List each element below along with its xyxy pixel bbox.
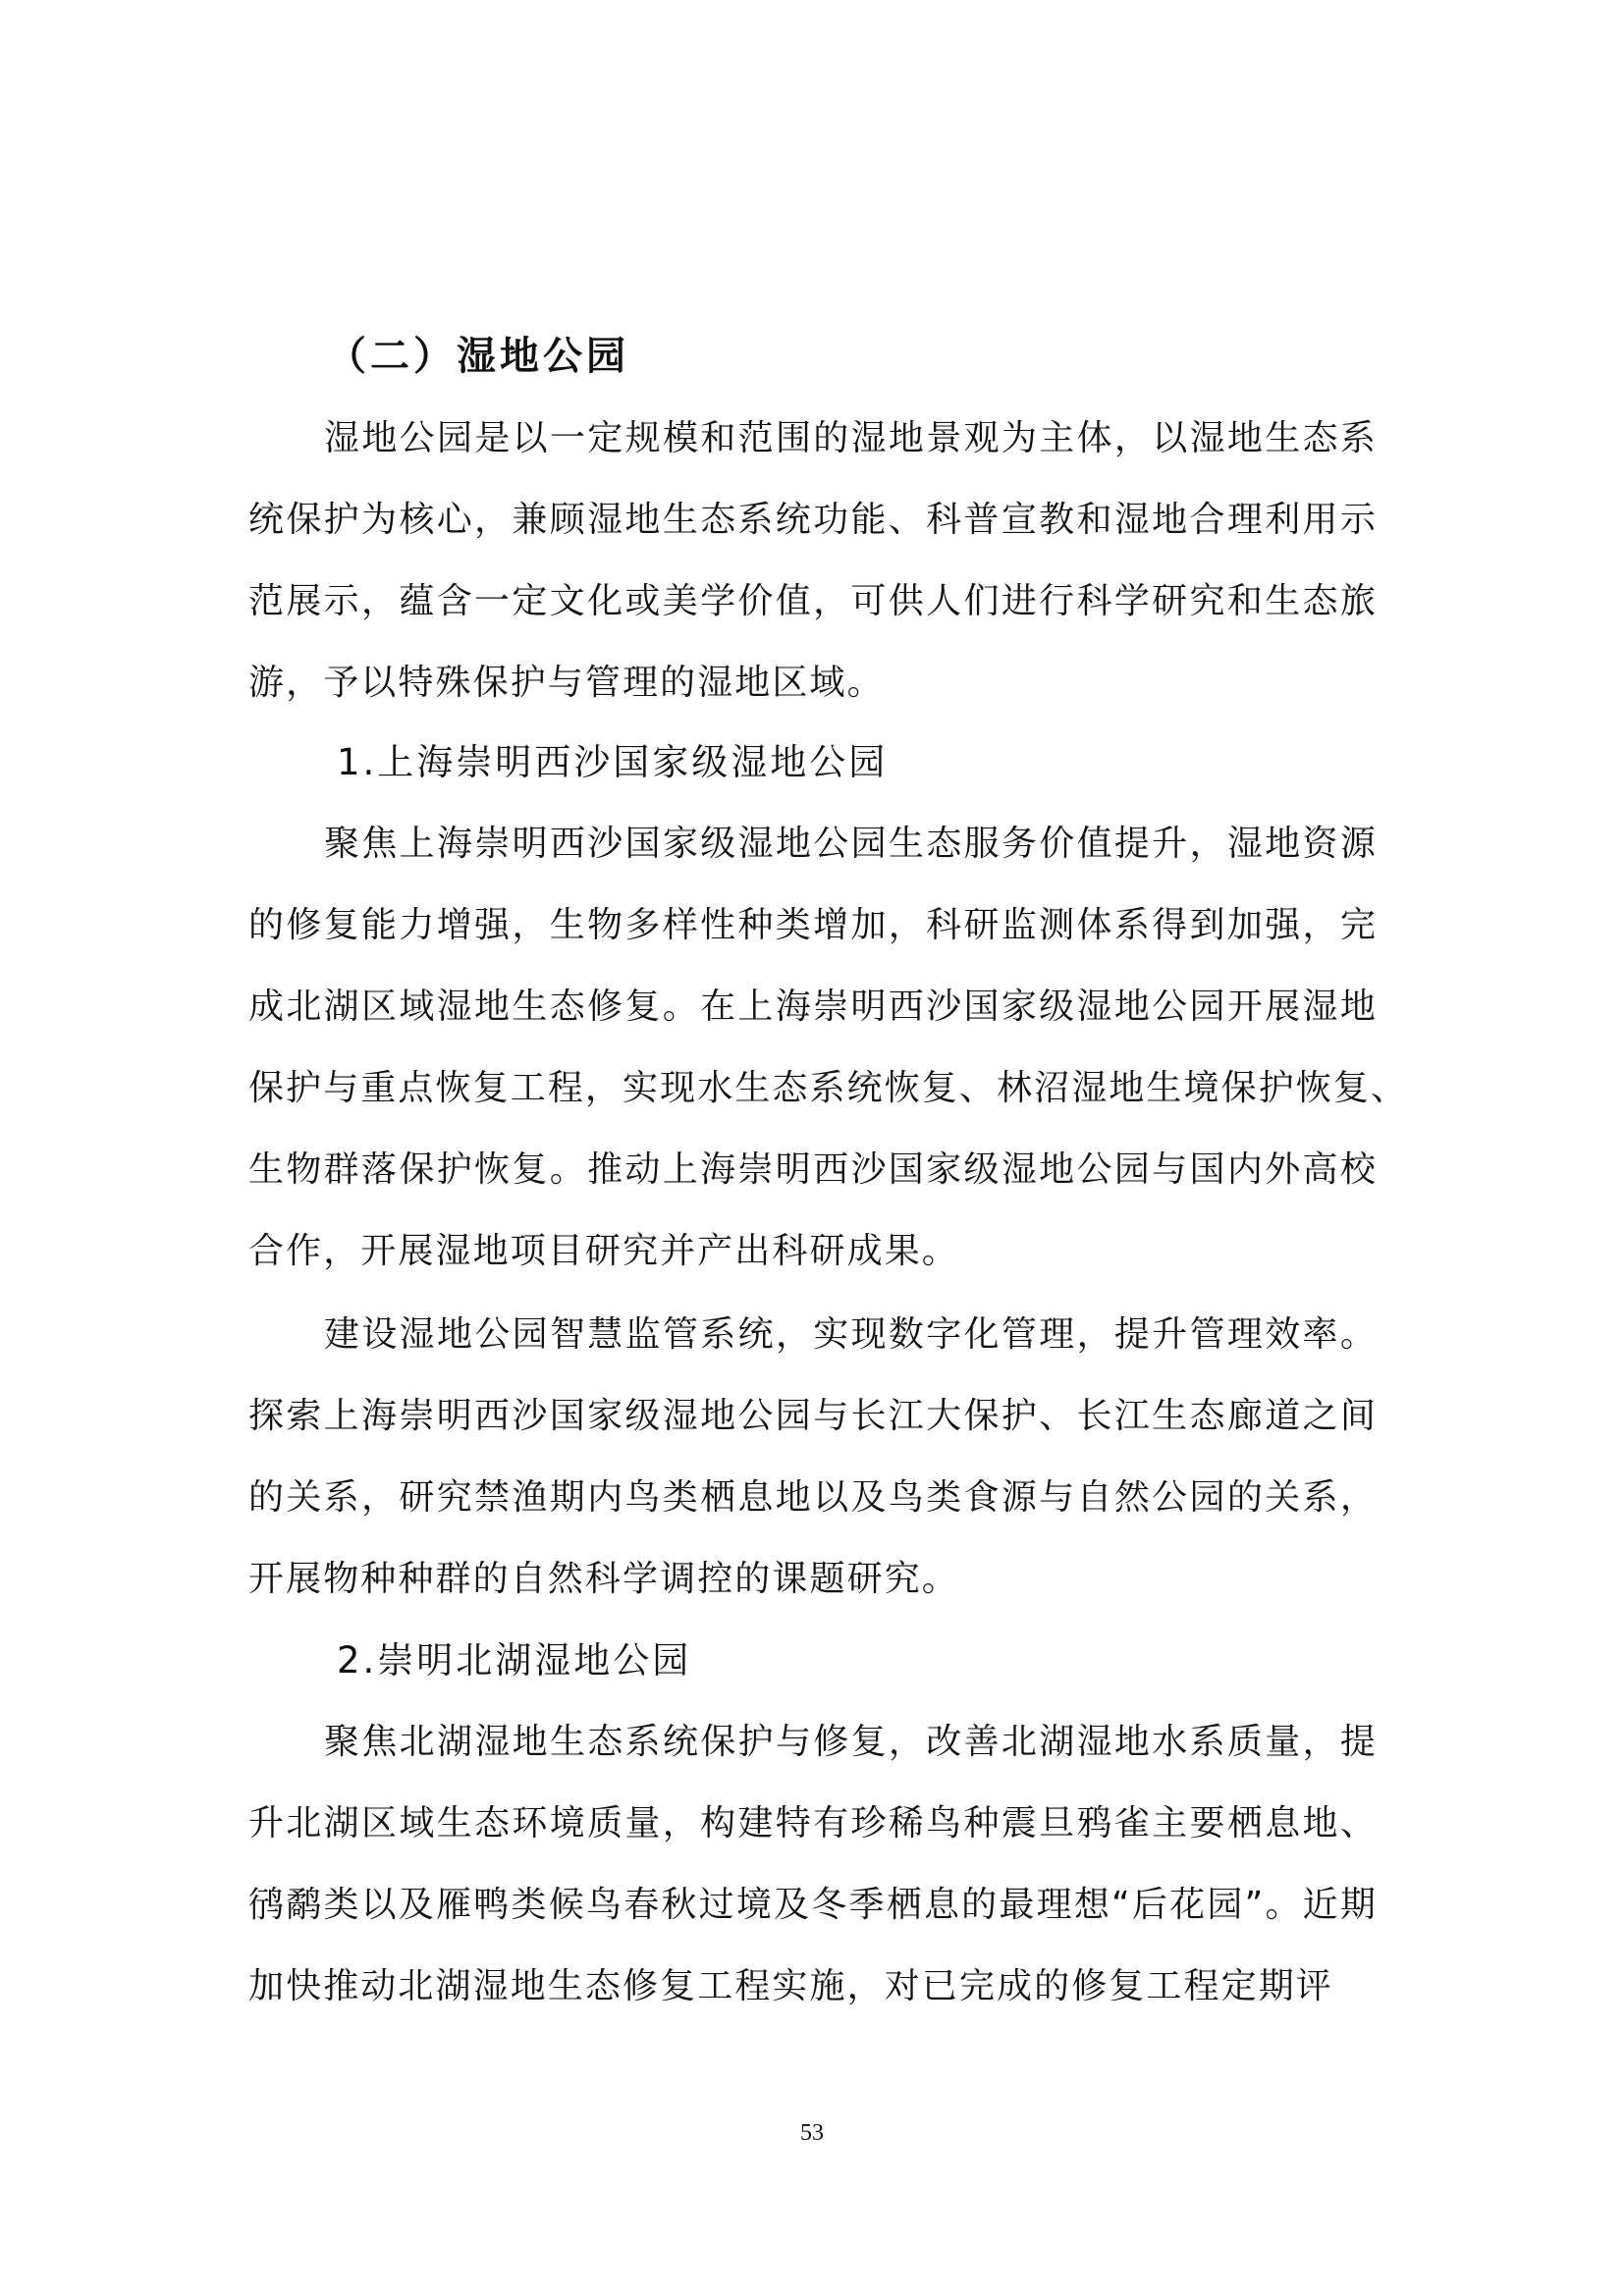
paragraph-2-line-3: 成北湖区域湿地生态修复。在上海崇明西沙国家级湿地公园开展湿地 bbox=[248, 987, 1378, 1027]
paragraph-4-line-1: 聚焦北湖湿地生态系统保护与修复，改善北湖湿地水系质量，提 bbox=[324, 1722, 1378, 1762]
paragraph-2-line-1: 聚焦上海崇明西沙国家级湿地公园生态服务价值提升，湿地资源 bbox=[324, 824, 1378, 864]
paragraph-1-line-2: 统保护为核心，兼顾湿地生态系统功能、科普宣教和湿地合理利用示 bbox=[248, 500, 1378, 540]
paragraph-2-line-5: 生物群落保护恢复。推动上海崇明西沙国家级湿地公园与国内外高校 bbox=[248, 1149, 1378, 1190]
paragraph-2-line-4: 保护与重点恢复工程，实现水生态系统恢复、林沼湿地生境保护恢复、 bbox=[248, 1068, 1409, 1108]
paragraph-2-line-2: 的修复能力增强，生物多样性种类增加，科研监测体系得到加强，完 bbox=[248, 905, 1378, 945]
section-heading: （二）湿地公园 bbox=[327, 334, 629, 379]
paragraph-3-line-2: 探索上海崇明西沙国家级湿地公园与长江大保护、长江生态廊道之间 bbox=[248, 1396, 1378, 1436]
paragraph-3-line-4: 开展物种种群的自然科学调控的课题研究。 bbox=[248, 1559, 959, 1599]
subsection-heading-2: 2.崇明北湖湿地公园 bbox=[337, 1639, 692, 1682]
paragraph-4-line-4: 加快推动北湖湿地生态修复工程实施，对已完成的修复工程定期评 bbox=[248, 1966, 1333, 2006]
paragraph-4-line-3: 鸻鹬类以及雁鸭类候鸟春秋过境及冬季栖息的最理想“后花园”。近期 bbox=[248, 1885, 1378, 1925]
paragraph-3-line-1: 建设湿地公园智慧监管系统，实现数字化管理，提升管理效率。 bbox=[324, 1314, 1378, 1355]
paragraph-4-line-2: 升北湖区域生态环境质量，构建特有珍稀鸟种震旦鸦雀主要栖息地、 bbox=[248, 1803, 1378, 1843]
paragraph-3-line-3: 的关系，研究禁渔期内鸟类栖息地以及鸟类食源与自然公园的关系， bbox=[248, 1477, 1378, 1518]
paragraph-1-line-4: 游，予以特殊保护与管理的湿地区域。 bbox=[248, 663, 885, 703]
subsection-heading-1: 1.上海崇明西沙国家级湿地公园 bbox=[337, 741, 889, 783]
page-number: 53 bbox=[800, 2120, 824, 2146]
paragraph-2-line-6: 合作，开展湿地项目研究并产出科研成果。 bbox=[248, 1231, 959, 1271]
paragraph-1-line-3: 范展示，蕴含一定文化或美学价值，可供人们进行科学研究和生态旅 bbox=[248, 581, 1378, 621]
paragraph-1-line-1: 湿地公园是以一定规模和范围的湿地景观为主体，以湿地生态系 bbox=[324, 418, 1378, 458]
